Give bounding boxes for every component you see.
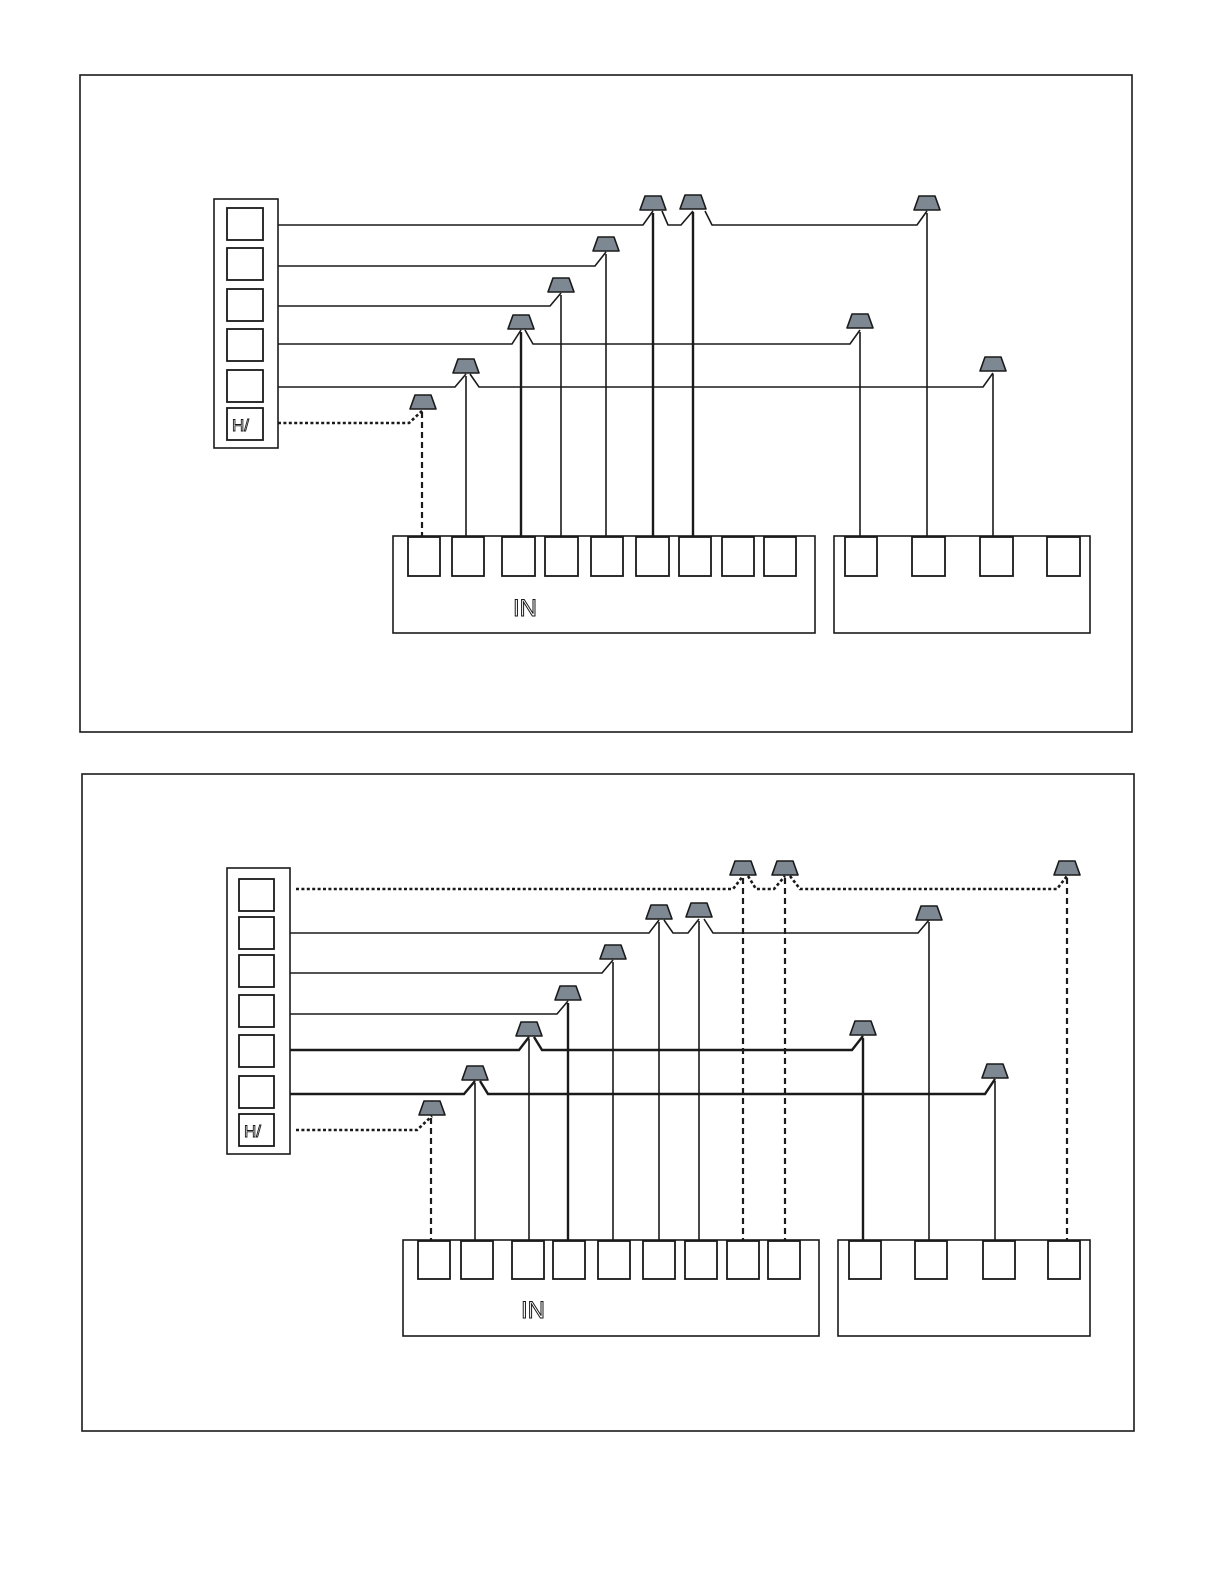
thermostat-wire — [290, 920, 659, 933]
thermostat-wire — [290, 1001, 568, 1014]
thermostat-terminal-label: H/ — [232, 416, 249, 435]
wire-nut — [916, 906, 942, 920]
wire-nut — [453, 359, 479, 373]
thermostat-wire — [290, 1037, 529, 1050]
wire-nut — [593, 237, 619, 251]
wire-nut — [516, 1022, 542, 1036]
wire-nut — [1054, 861, 1080, 875]
dotted-wire — [790, 876, 1067, 889]
outdoor-terminal — [1047, 537, 1080, 576]
furnace-terminal — [679, 537, 711, 576]
furnace-terminal — [598, 1241, 630, 1279]
wire-nut — [730, 861, 756, 875]
furnace-terminal — [727, 1241, 759, 1279]
outdoor-terminal — [849, 1241, 881, 1279]
jumper-wire — [662, 211, 693, 225]
wire-nut — [646, 905, 672, 919]
wire-nut — [410, 395, 436, 409]
wire-nut — [982, 1064, 1008, 1078]
thermostat-wire — [278, 252, 606, 266]
dotted-wire — [296, 1116, 432, 1130]
thermostat-wire — [290, 960, 613, 973]
outdoor-wire — [480, 1079, 995, 1094]
furnace-terminal — [553, 1241, 585, 1279]
wire-nut — [680, 195, 706, 209]
wire-nut — [772, 861, 798, 875]
furnace-terminal — [512, 1241, 544, 1279]
thermostat-terminal — [239, 995, 274, 1027]
thermostat-wire — [290, 1081, 475, 1094]
thermostat-wire — [278, 211, 653, 225]
thermostat-terminal — [227, 329, 263, 361]
wire-nut — [914, 196, 940, 210]
furnace-terminal — [591, 537, 623, 576]
outdoor-terminal — [980, 537, 1013, 576]
furnace-terminal — [685, 1241, 717, 1279]
thermostat-wire — [278, 330, 521, 344]
wire-nut — [462, 1066, 488, 1080]
wire-nut — [555, 986, 581, 1000]
outdoor-terminal — [845, 537, 877, 576]
dotted-wire — [296, 876, 743, 889]
thermostat-wire — [278, 293, 561, 306]
thermostat-terminal-label: H/ — [244, 1122, 261, 1141]
furnace-terminal — [408, 537, 440, 576]
dotted-jumper — [748, 876, 785, 889]
outdoor-wire — [704, 919, 929, 933]
thermostat-terminal — [227, 370, 263, 402]
thermostat-terminal — [239, 917, 274, 949]
furnace-board-label: IN — [513, 595, 537, 622]
wire-nut — [419, 1101, 445, 1115]
wire-nut — [686, 903, 712, 917]
wire-nut — [640, 196, 666, 210]
wire-nut — [980, 357, 1006, 371]
furnace-terminal — [502, 537, 535, 576]
jumper-wire — [664, 919, 699, 933]
thermostat-terminal — [239, 1076, 274, 1108]
thermostat-wire — [278, 374, 466, 387]
thermostat-terminal — [227, 289, 263, 321]
wire-nut — [850, 1021, 876, 1035]
furnace-board-label: IN — [521, 1297, 545, 1324]
thermostat-terminal — [227, 248, 263, 280]
outdoor-terminal — [1048, 1241, 1080, 1279]
wiring-diagram-2 — [82, 774, 1134, 1431]
outdoor-wire — [705, 211, 927, 225]
outdoor-terminal — [983, 1241, 1015, 1279]
thermostat-terminal — [227, 208, 263, 240]
furnace-terminal — [764, 537, 796, 576]
thermostat-terminal — [239, 1035, 274, 1067]
thermostat-terminal — [239, 879, 274, 911]
wire-nut — [548, 278, 574, 292]
outdoor-terminal — [915, 1241, 947, 1279]
wire-nut — [508, 315, 534, 329]
outdoor-terminal — [912, 537, 945, 576]
dotted-wire — [278, 410, 423, 423]
furnace-terminal — [461, 1241, 493, 1279]
furnace-terminal — [722, 537, 754, 576]
furnace-terminal — [636, 537, 669, 576]
wire-nut — [600, 945, 626, 959]
wire-nut — [847, 314, 873, 328]
furnace-terminal — [452, 537, 484, 576]
furnace-terminal — [418, 1241, 450, 1279]
furnace-terminal — [768, 1241, 800, 1279]
furnace-terminal — [643, 1241, 675, 1279]
wiring-diagram-1 — [80, 75, 1132, 732]
outdoor-wire — [470, 373, 993, 387]
thermostat-terminal — [239, 955, 274, 987]
furnace-terminal — [545, 537, 578, 576]
